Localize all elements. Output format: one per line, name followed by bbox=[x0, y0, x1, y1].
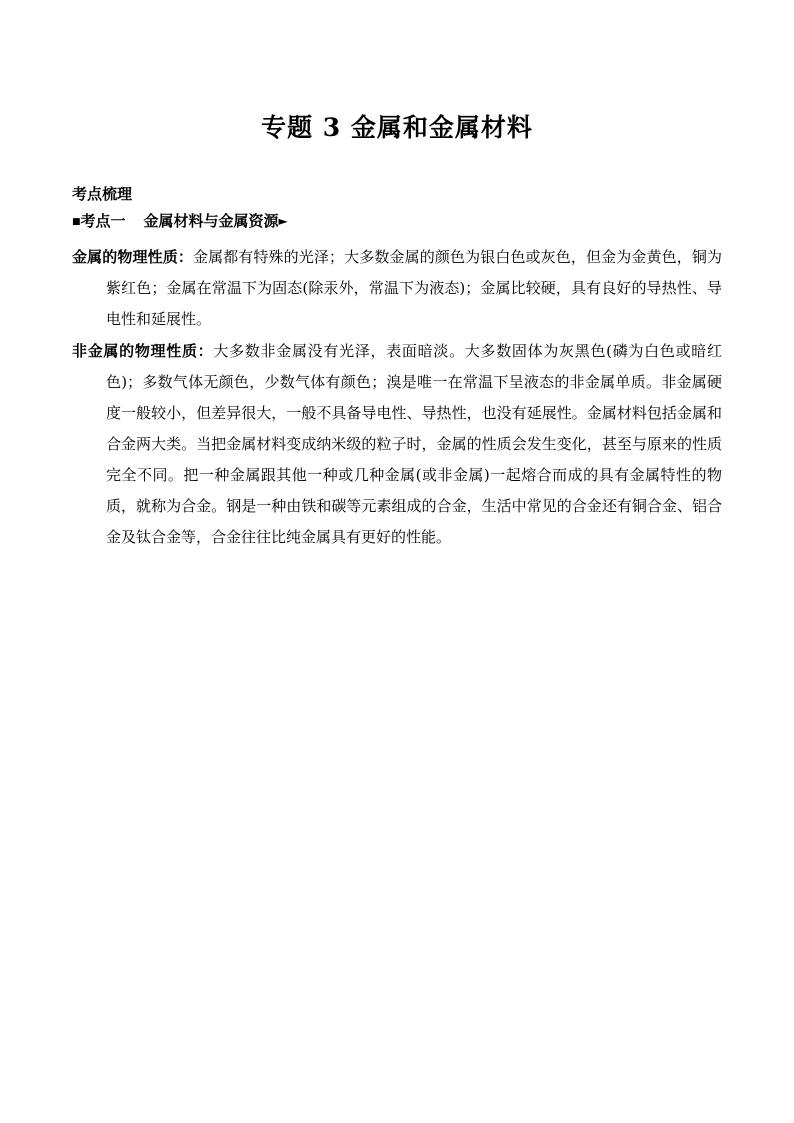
topic-heading bbox=[72, 210, 288, 233]
triangle-right-icon: ► bbox=[278, 214, 288, 228]
paragraph-metal-properties bbox=[72, 242, 722, 335]
topic-name: 金属材料与金属资源 bbox=[143, 212, 279, 230]
square-bullet-icon: ■ bbox=[72, 217, 81, 227]
paragraph-label: 金属的物理性质： bbox=[72, 248, 193, 266]
paragraph-label: 非金属的物理性质： bbox=[72, 342, 214, 360]
section-heading: 考点梳理 bbox=[72, 185, 133, 203]
paragraph-text: 大多数非金属没有光泽，表面暗淡。大多数固体为灰黑色(磷为白色或暗红色)；多数气体无颜色，少数气体有颜色；溴是唯一在常温下呈液态的非金属单质。非金属硬度一般较小，但差异很大，一般不具备导电性、导热性，也没有延展性。金属材料包括金属和合金两大类。当把金属材料变成纳米级的粒子时，金属的性质会发生变化，甚至与原来的性质完全不同。把一种金属跟其他一种或几种金属(或非金属)一起熔合而成的具有金属特性的物质，就称为合金。钢是一种由铁和碳等元素组成的合金，生活中常见的合金还有铜合金、铝合金及钛合金等，合金往往比纯金属具有更好的性能。 bbox=[106, 342, 722, 546]
paragraph-nonmetal-properties bbox=[72, 336, 722, 553]
topic-number: 考点一 bbox=[80, 212, 126, 230]
paragraph-text: 金属都有特殊的光泽；大多数金属的颜色为银白色或灰色，但金为金黄色，铜为紫红色；金属在常温下为固态(除汞外，常温下为液态)；金属比较硬，具有良好的导热性、导电性和延展性。 bbox=[106, 248, 722, 328]
page-title: 专题 3 金属和金属材料 bbox=[261, 113, 533, 142]
